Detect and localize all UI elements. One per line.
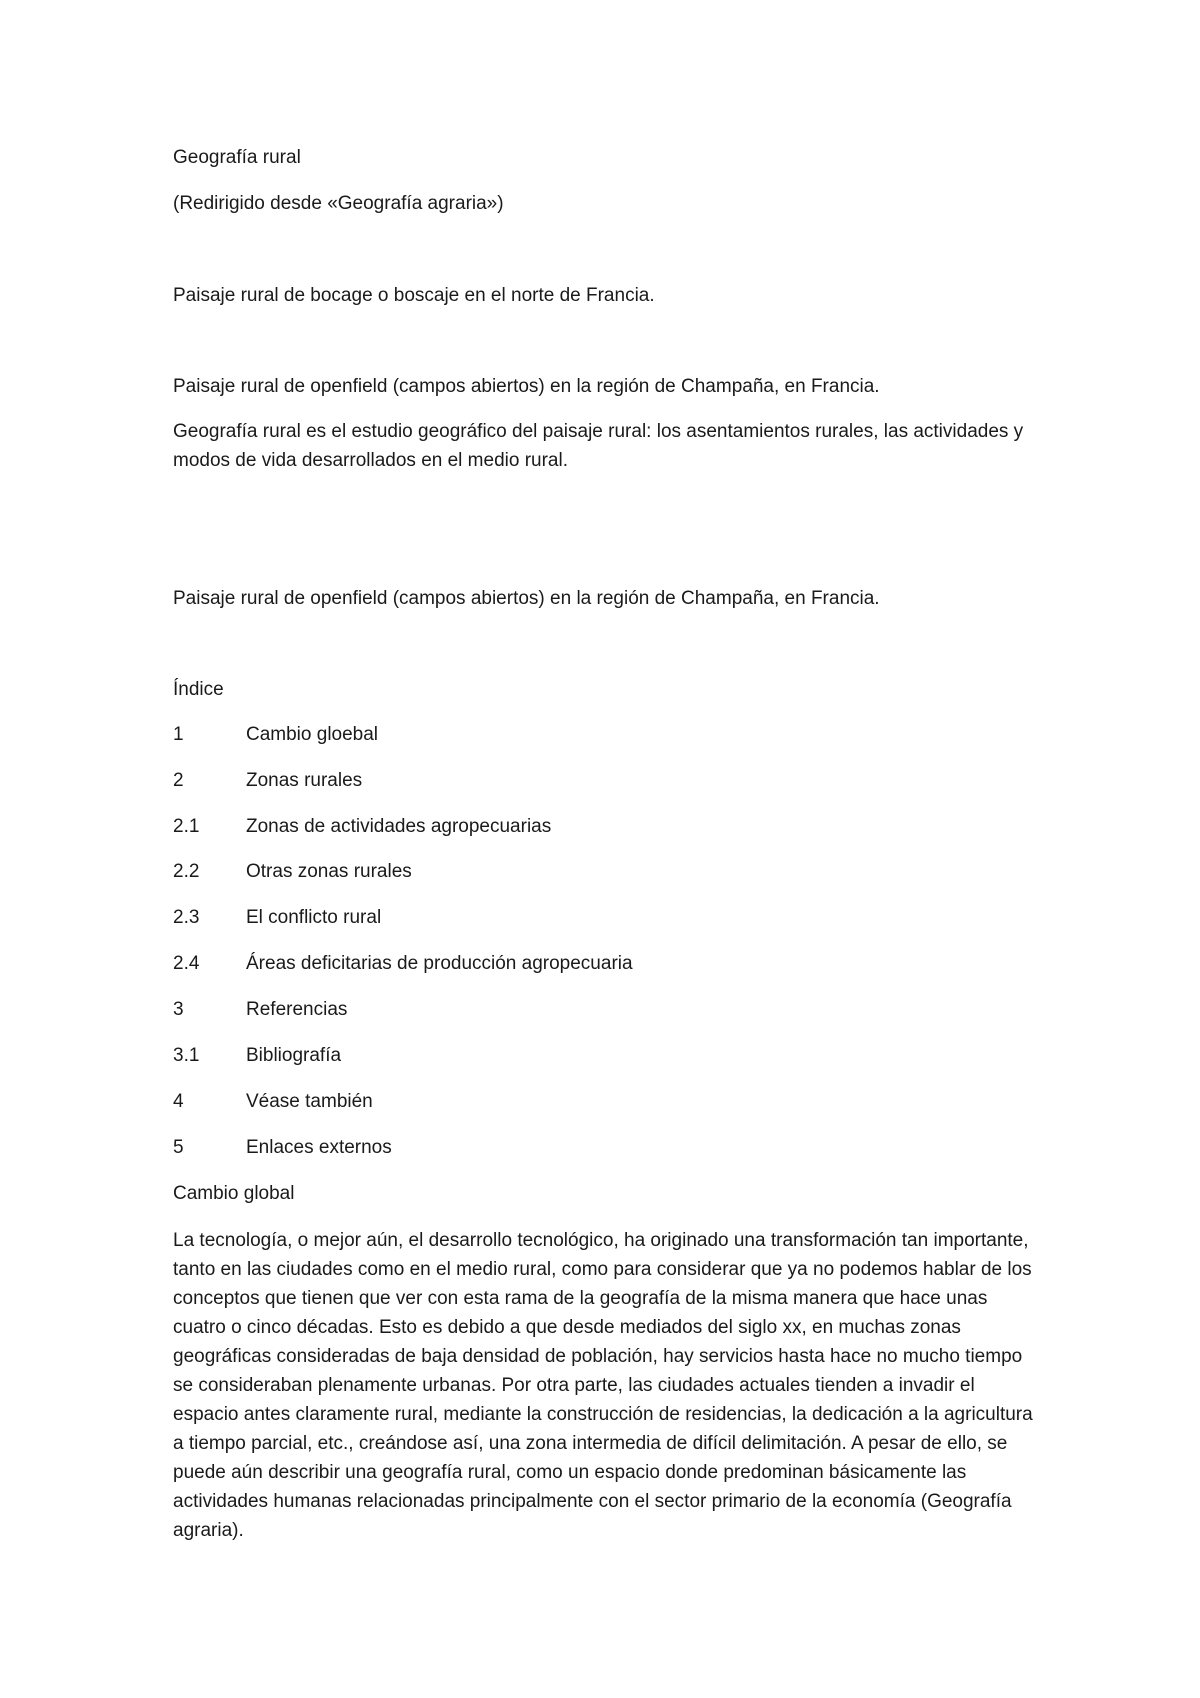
toc-item-label: El conflicto rural	[246, 907, 382, 928]
toc-item-number: 3	[173, 999, 184, 1020]
toc-heading: Índice	[173, 679, 224, 700]
toc-item-number: 2.1	[173, 816, 200, 837]
redirect-note: (Redirigido desde «Geografía agraria»)	[173, 193, 504, 214]
toc-item-number: 2	[173, 770, 184, 791]
toc-item-number: 4	[173, 1091, 184, 1112]
toc-item[interactable]	[173, 768, 993, 794]
toc-item-label: Bibliografía	[246, 1045, 342, 1066]
toc-item[interactable]	[173, 1135, 993, 1161]
section-heading: Cambio global	[173, 1183, 295, 1204]
page-title: Geografía rural	[173, 147, 301, 168]
toc-item-number: 2.3	[173, 907, 200, 928]
toc-item-label: Áreas deficitarias de producción agropecuaria	[246, 953, 633, 974]
toc-item-number: 2.2	[173, 861, 200, 882]
toc-item-label: Referencias	[246, 999, 348, 1020]
toc-item[interactable]	[173, 951, 993, 977]
image-caption-bocage: Paisaje rural de bocage o boscaje en el norte de Francia.	[173, 285, 655, 306]
toc-item[interactable]	[173, 814, 993, 840]
toc-item-label: Cambio gloebal	[246, 724, 379, 745]
toc-item-label: Enlaces externos	[246, 1137, 392, 1158]
toc-item-label: Zonas rurales	[246, 770, 363, 791]
toc-item[interactable]	[173, 905, 993, 931]
toc-item[interactable]	[173, 1089, 993, 1115]
intro-paragraph: Geografía rural es el estudio geográfico del paisaje rural: los asentamientos rurales, las actividades y modos de vida desarrollados en el medio rural.	[173, 421, 1024, 471]
toc-item-label: Otras zonas rurales	[246, 861, 412, 882]
toc-item-number: 2.4	[173, 953, 200, 974]
image-caption-openfield-repeat: Paisaje rural de openfield (campos abiertos) en la región de Champaña, en Francia.	[173, 588, 880, 609]
toc-item-label: Zonas de actividades agropecuarias	[246, 816, 552, 837]
toc-item[interactable]	[173, 997, 993, 1023]
toc-item-label: Véase también	[246, 1091, 373, 1112]
toc-item-number: 3.1	[173, 1045, 200, 1066]
image-caption-openfield: Paisaje rural de openfield (campos abiertos) en la región de Champaña, en Francia.	[173, 376, 880, 397]
toc-item[interactable]	[173, 859, 993, 885]
toc-item-number: 1	[173, 724, 184, 745]
section-paragraph: La tecnología, o mejor aún, el desarrollo tecnológico, ha originado una transformación tan importante, tanto en las ciudades como en el medio rural, como para considerar que ya no podemos hablar de los conceptos que tienen que ver con esta rama de la geografía de la misma manera que hace unas cuatro o cinco décadas. Esto es debido a que desde mediados del siglo xx, en muchas zonas geográficas consideradas de baja densidad de población, hay servicios hasta hace no mucho tiempo se consideraban plenamente urbanas. Por otra parte, las ciudades actuales tienden a invadir el espacio antes claramente rural, mediante la construcción de residencias, la dedicación a la agricultura a tiempo parcial, etc., creándose así, una zona intermedia de difícil delimitación. A pesar de ello, se puede aún describir una geografía rural, como un espacio donde predominan básicamente las actividades humanas relacionadas principalmente con el sector primario de la economía (Geografía agraria).	[173, 1230, 1033, 1541]
toc-item[interactable]	[173, 722, 993, 748]
toc-item[interactable]	[173, 1043, 993, 1069]
toc-item-number: 5	[173, 1137, 184, 1158]
